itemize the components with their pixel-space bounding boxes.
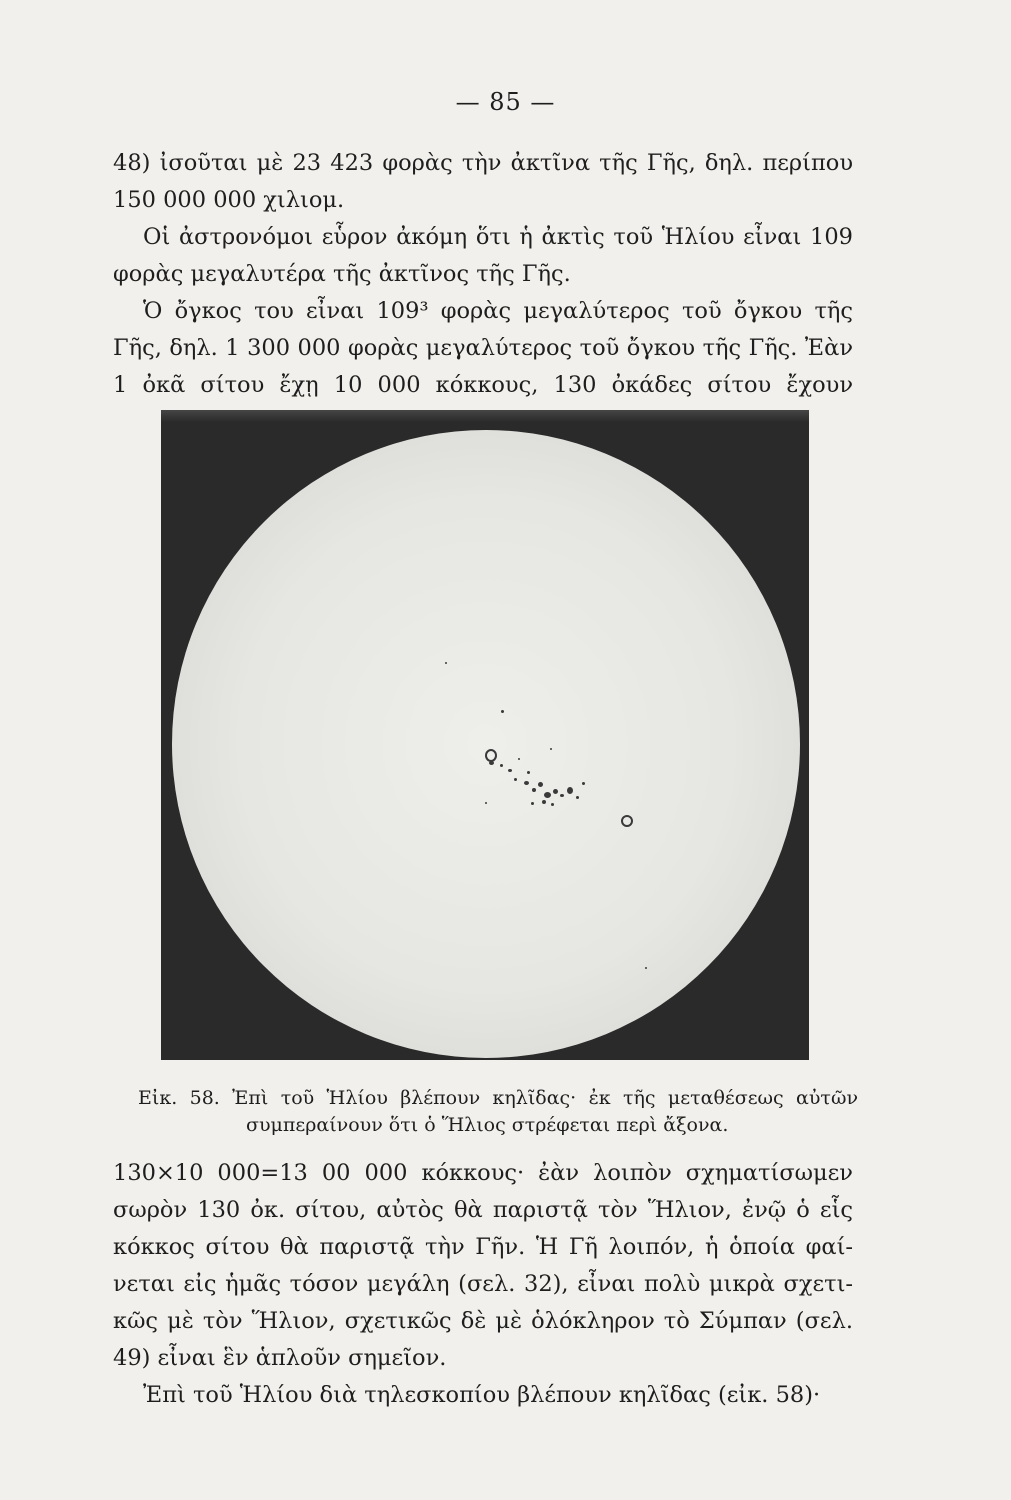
- text-line: 1 ὀκᾶ σίτου ἔχῃ 10 000 κόκκους, 130 ὀκάδες σίτου ἔχουν: [113, 372, 853, 398]
- sunspot: [524, 781, 529, 785]
- sun-disk: [172, 430, 800, 1058]
- text-line: Οἱ ἀστρονόμοι εὗρον ἀκόμη ὅτι ἡ ἀκτὶς τοῦ Ἡλίου εἶναι 109: [143, 224, 853, 250]
- sun-photograph: [161, 410, 809, 1060]
- caption-line: συμπεραίνουν ὅτι ὁ Ἥλιος στρέφεται περὶ ἄξονα.: [246, 1114, 729, 1136]
- sunspot: [485, 802, 487, 804]
- sunspot: [500, 764, 503, 767]
- text-line: φορὰς μεγαλυτέρα τῆς ἀκτῖνος τῆς Γῆς.: [113, 261, 571, 287]
- sunspot: [553, 789, 558, 794]
- caption-line: Εἰκ. 58. Ἐπὶ τοῦ Ἡλίου βλέπουν κηλῖδας· ἐκ τῆς μεταθέσεως αὐτῶν: [138, 1087, 858, 1109]
- sunspot: [544, 792, 551, 798]
- sunspot: [538, 782, 543, 787]
- sunspot: [621, 815, 633, 827]
- sunspot: [645, 967, 647, 969]
- text-line: κόκκος σίτου θὰ παριστᾷ τὴν Γῆν. Ἡ Γῆ λοιπόν, ἡ ὁποία φαί-: [113, 1234, 853, 1260]
- sunspot: [501, 710, 504, 713]
- text-line: Γῆς, δηλ. 1 300 000 φορὰς μεγαλύτερος τοῦ ὄγκου τῆς Γῆς. Ἐὰν: [113, 335, 853, 361]
- page-number: — 85 —: [455, 88, 556, 116]
- sunspot: [551, 803, 554, 806]
- sunspot: [531, 802, 534, 805]
- sunspot: [518, 758, 520, 760]
- text-line: κῶς μὲ τὸν Ἥλιον, σχετικῶς δὲ μὲ ὁλόκληρον τὸ Σύμπαν (σελ.: [113, 1308, 853, 1334]
- sunspot: [508, 769, 512, 772]
- text-line: 48) ἰσοῦται μὲ 23 423 φορὰς τὴν ἀκτῖνα τῆς Γῆς, δηλ. περίπου: [113, 150, 853, 176]
- text-line: 49) εἶναι ἓν ἁπλοῦν σημεῖον.: [113, 1345, 447, 1371]
- figure-caption: [138, 1085, 858, 1139]
- sunspot: [576, 796, 579, 799]
- sunspot: [527, 771, 530, 774]
- sunspot: [550, 748, 552, 750]
- bottom-paragraph: [113, 1155, 853, 1414]
- sunspot: [560, 794, 564, 797]
- sunspot: [489, 761, 494, 765]
- text-line: σωρὸν 130 ὀκ. σίτου, αὐτὸς θὰ παριστᾷ τὸν Ἥλιον, ἐνῷ ὁ εἷς: [113, 1197, 853, 1223]
- sunspot: [582, 782, 585, 785]
- text-line: νεται εἰς ἡμᾶς τόσον μεγάλη (σελ. 32), εἶναι πολὺ μικρὰ σχετι-: [113, 1271, 853, 1297]
- sunspot: [567, 787, 573, 794]
- sunspot: [445, 662, 447, 664]
- sunspot: [542, 800, 546, 804]
- sunspot: [532, 788, 536, 792]
- text-line: 150 000 000 χιλιομ.: [113, 187, 345, 213]
- text-line: Ἐπὶ τοῦ Ἡλίου διὰ τηλεσκοπίου βλέπουν κηλῖδας (εἰκ. 58)·: [143, 1382, 821, 1408]
- text-line: Ὁ ὄγκος του εἶναι 109³ φορὰς μεγαλύτερος τοῦ ὄγκου τῆς: [143, 298, 853, 324]
- sunspot: [514, 778, 517, 781]
- top-paragraph: [113, 145, 853, 404]
- text-line: 130×10 000=13 00 000 κόκκους· ἐὰν λοιπὸν σχηματίσωμεν: [113, 1160, 853, 1186]
